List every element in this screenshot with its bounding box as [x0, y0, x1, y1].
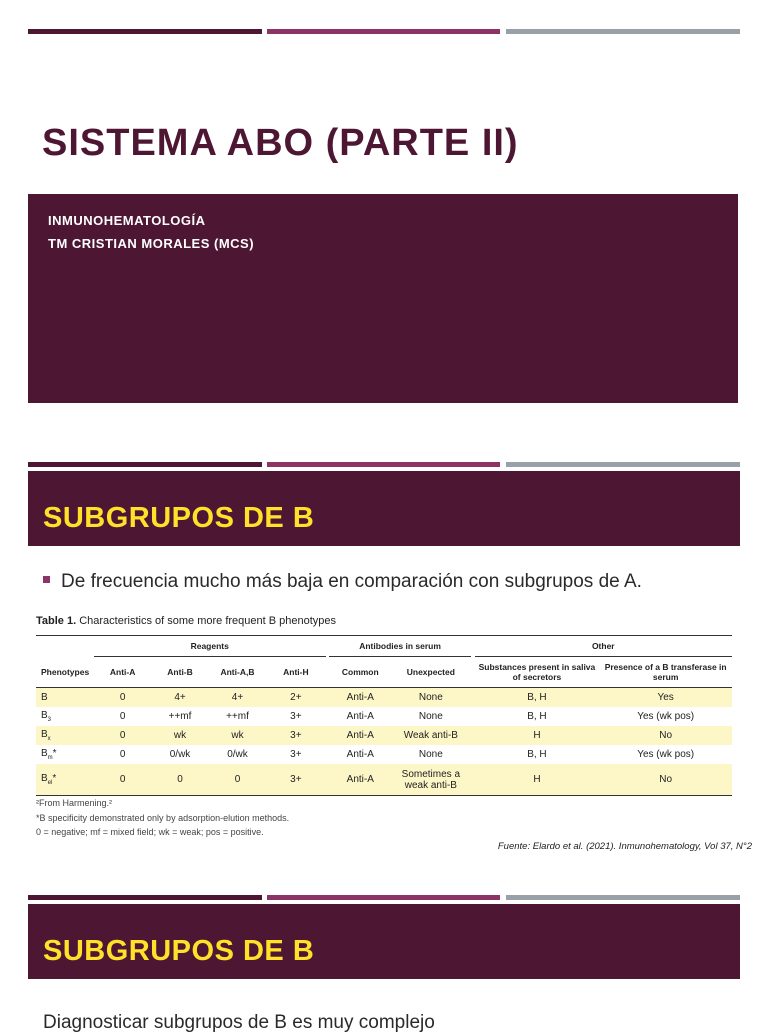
- bar-dark: [28, 29, 262, 34]
- cell-unexpected: None: [418, 711, 443, 722]
- cell-antih: 2+: [266, 688, 325, 708]
- cell-antiab: 0/wk: [227, 749, 248, 760]
- cell-transferase: Yes: [599, 688, 732, 708]
- slide3-heading: SUBGRUPOS DE B: [43, 935, 315, 967]
- cell-antih: 3+: [266, 764, 325, 796]
- bar-dark: [28, 895, 262, 900]
- slide3-header: [28, 904, 740, 979]
- table-group-header-row: [36, 636, 732, 657]
- bar-magenta: [267, 462, 500, 467]
- bullet-text: De frecuencia mucho más baja en comparación con subgrupos de A.: [61, 571, 642, 592]
- cell-unexpected: Sometimes a weak anti-B: [391, 764, 471, 796]
- cell-antia: 0: [94, 726, 151, 745]
- bar-gray: [506, 462, 740, 467]
- cell-phenotype: $B_{el}*$: [36, 764, 94, 796]
- bar-gray: [506, 895, 740, 900]
- cell-unexpected: None: [418, 749, 443, 760]
- cell-antia: 0: [94, 688, 151, 708]
- cell-transferase: Yes (wk pos): [637, 749, 695, 760]
- table-row: [36, 726, 732, 745]
- cell-transferase: No: [599, 764, 732, 796]
- cell-phenotype: $B_m*$: [41, 748, 57, 761]
- cell-common: Anti-A: [329, 764, 391, 796]
- col-common: Common: [329, 657, 391, 688]
- cell-saliva: H: [475, 764, 600, 796]
- table-caption: [36, 615, 336, 627]
- cell-common: Anti-A: [346, 749, 374, 760]
- table-body: [36, 688, 732, 796]
- bar-gray: [506, 29, 740, 34]
- bar-magenta: [267, 895, 500, 900]
- cell-antiab: 0: [209, 764, 266, 796]
- col-anti-b: Anti-B: [151, 657, 208, 688]
- footnote-asterisk: *B specificity demonstrated only by adsorption-elution methods.: [36, 813, 290, 823]
- footnote-legend: 0 = negative; mf = mixed field; wk = weak; pos = positive.: [36, 827, 264, 837]
- slide2-header: [28, 471, 740, 546]
- cell-unexpected: Weak anti-B: [391, 726, 471, 745]
- group-header-reagents: Reagents: [94, 636, 326, 657]
- phenotype-table: [36, 635, 732, 796]
- bullet-square-icon: [43, 576, 50, 583]
- footnote-source: ²From Harmening.²: [36, 798, 113, 808]
- cell-antib: 0: [151, 764, 208, 796]
- cell-phenotype: B: [36, 688, 94, 708]
- cell-antiab: wk: [209, 726, 266, 745]
- subtitle-author: TM CRISTIAN MORALES (MCS): [48, 236, 255, 251]
- cell-transferase: Yes (wk pos): [637, 711, 695, 722]
- col-anti-a: Anti-A: [94, 657, 151, 688]
- cell-saliva: B, H: [527, 711, 547, 722]
- table-column-header-row: [36, 657, 732, 688]
- cell-phenotype: $B_x$: [36, 726, 94, 745]
- cell-transferase: No: [599, 726, 732, 745]
- cell-common: Anti-A: [346, 711, 374, 722]
- cell-antiab: 4+: [209, 688, 266, 708]
- cell-common: Anti-A: [329, 726, 391, 745]
- cell-phenotype: $B_3$: [41, 710, 52, 723]
- slide2-heading: SUBGRUPOS DE B: [43, 502, 315, 534]
- cell-antib: ++mf: [168, 711, 192, 722]
- cell-antih: 3+: [290, 711, 302, 722]
- subtitle-course: INMUNOHEMATOLOGÍA: [48, 213, 206, 228]
- cell-antih: 3+: [290, 749, 302, 760]
- source-citation: Fuente: Elardo et al. (2021). Inmunohematology, Vol 37, N°2: [497, 841, 752, 852]
- group-header-antibodies: Antibodies in serum: [329, 636, 470, 657]
- cell-antia: 0: [119, 749, 126, 760]
- col-transferase: Presence of a B transferase in serum: [599, 657, 732, 688]
- col-saliva: Substances present in saliva of secretors: [475, 657, 600, 688]
- bullet-item: [43, 571, 642, 593]
- cell-antia: 0: [119, 711, 126, 722]
- table-row: [36, 745, 732, 764]
- cell-antib: wk: [151, 726, 208, 745]
- cell-saliva: H: [475, 726, 600, 745]
- slide-title: SISTEMA ABO (PARTE II): [42, 122, 519, 164]
- table-caption-text: Characteristics of some more frequent B phenotypes: [79, 615, 337, 627]
- table-row: [36, 688, 732, 708]
- cell-antih: 3+: [266, 726, 325, 745]
- group-header-other: Other: [475, 636, 732, 657]
- cell-antiab: ++mf: [226, 711, 249, 722]
- empty-header-cell: [36, 636, 94, 657]
- cell-antia: 0: [94, 764, 151, 796]
- decorative-bars-top: [28, 29, 740, 34]
- bar-magenta: [267, 29, 500, 34]
- cell-antib: 4+: [151, 688, 208, 708]
- decorative-bars-slide3: [28, 895, 740, 900]
- cell-antib: 0/wk: [169, 749, 191, 760]
- col-anti-h: Anti-H: [266, 657, 325, 688]
- col-anti-ab: Anti-A,B: [209, 657, 266, 688]
- subtitle-box: [28, 194, 738, 403]
- cell-unexpected: None: [391, 688, 471, 708]
- col-unexpected: Unexpected: [391, 657, 471, 688]
- table-row: [36, 707, 732, 726]
- cell-saliva: B, H: [527, 749, 547, 760]
- table-row: [36, 764, 732, 796]
- bar-dark: [28, 462, 262, 467]
- table-caption-label: Table 1.: [36, 615, 77, 627]
- cell-saliva: B, H: [475, 688, 600, 708]
- cell-common: Anti-A: [329, 688, 391, 708]
- slide3-partial-text: Diagnosticar subgrupos de B es muy complejo: [43, 1012, 435, 1033]
- col-phenotypes: Phenotypes: [36, 657, 94, 688]
- decorative-bars-slide2: [28, 462, 740, 467]
